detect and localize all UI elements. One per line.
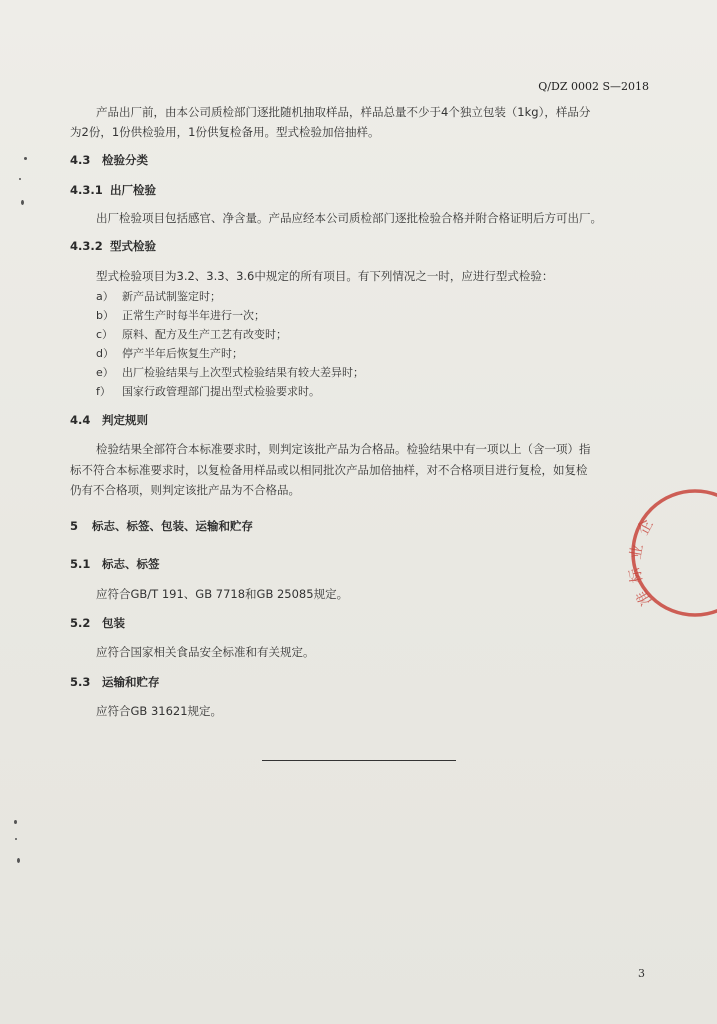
section-title: 出厂检验 <box>110 183 156 197</box>
svg-text:企: 企 <box>633 516 657 538</box>
section-5-1-heading <box>70 556 160 572</box>
section-number: 4.4 <box>70 413 91 427</box>
list-mark: c） <box>96 328 114 341</box>
section-5-3-heading <box>70 674 160 690</box>
list-mark: a） <box>96 290 114 303</box>
scan-speck <box>14 820 17 824</box>
intro-line-1: 产品出厂前，由本公司质检部门逐批随机抽取样品，样品总量不少于4个独立包装（1kg），样品分 <box>96 105 591 119</box>
section-4-4-line-3: 仍有不合格项，则判定该批产品为不合格品。 <box>70 483 300 497</box>
section-4-3-1-body: 出厂检验项目包括感官、净含量。产品应经本公司质检部门逐批检验合格并附合格证明后方可出厂。 <box>96 211 602 225</box>
list-mark: d） <box>96 347 114 360</box>
document-code: Q/DZ 0002 S—2018 <box>538 80 649 93</box>
section-number: 4.3 <box>70 153 91 167</box>
scan-speck <box>24 157 27 160</box>
section-number: 5.3 <box>70 675 91 689</box>
list-item <box>96 288 221 304</box>
scan-speck <box>19 178 21 180</box>
list-item <box>96 307 265 323</box>
list-text: 原料、配方及生产工艺有改变时； <box>122 328 287 341</box>
list-item <box>96 364 364 380</box>
section-title: 型式检验 <box>110 239 156 253</box>
svg-text:准: 准 <box>632 586 656 609</box>
list-text: 停产半年后恢复生产时； <box>122 347 243 360</box>
list-text: 正常生产时每半年进行一次； <box>122 309 265 322</box>
section-5-heading <box>70 518 253 534</box>
section-number: 4.3.1 <box>70 183 103 197</box>
list-mark: b） <box>96 309 114 322</box>
list-mark: e） <box>96 366 114 379</box>
section-number: 5 <box>70 519 79 533</box>
intro-line-2: 为2份，1份供检验用，1份供复检备用。型式检验加倍抽样。 <box>70 125 380 139</box>
page-number: 3 <box>638 967 645 980</box>
section-4-4-line-2: 标不符合本标准要求时，以复检备用样品或以相同批次产品加倍抽样，对不合格项目进行复检，如复检 <box>70 463 588 477</box>
list-mark: f） <box>96 385 111 398</box>
svg-text:业: 业 <box>626 542 647 561</box>
section-4-3-2-heading <box>70 238 156 254</box>
section-title: 标志、标签、包装、运输和贮存 <box>92 519 253 533</box>
scan-speck <box>21 200 24 205</box>
section-4-3-2-body: 型式检验项目为3.2、3.3、3.6中规定的所有项目。有下列情况之一时，应进行型式检验： <box>96 269 554 283</box>
list-text: 国家行政管理部门提出型式检验要求时。 <box>122 385 320 398</box>
section-number: 4.3.2 <box>70 239 103 253</box>
section-4-3-heading <box>70 152 148 168</box>
scan-speck <box>17 858 20 863</box>
list-item <box>96 326 287 342</box>
section-5-1-body: 应符合GB/T 191、GB 7718和GB 25085规定。 <box>96 587 349 601</box>
section-4-4-heading <box>70 412 148 428</box>
svg-text:标: 标 <box>625 566 646 585</box>
section-title: 标志、标签 <box>102 557 160 571</box>
section-title: 判定规则 <box>102 413 148 427</box>
scan-speck <box>15 838 17 840</box>
section-5-3-body: 应符合GB 31621规定。 <box>96 704 223 718</box>
section-title: 检验分类 <box>102 153 148 167</box>
list-item <box>96 383 320 399</box>
section-title: 运输和贮存 <box>102 675 160 689</box>
section-number: 5.2 <box>70 616 91 630</box>
company-stamp <box>620 478 717 628</box>
section-5-2-body: 应符合国家相关食品安全标准和有关规定。 <box>96 645 315 659</box>
list-item <box>96 345 243 361</box>
section-4-4-line-1: 检验结果全部符合本标准要求时，则判定该批产品为合格品。检验结果中有一项以上（含一项）指 <box>96 442 591 456</box>
list-text: 出厂检验结果与上次型式检验结果有较大差异时； <box>122 366 364 379</box>
end-of-document-rule <box>262 760 456 761</box>
section-number: 5.1 <box>70 557 91 571</box>
list-text: 新产品试制鉴定时； <box>122 290 221 303</box>
section-title: 包装 <box>102 616 125 630</box>
section-4-3-1-heading <box>70 182 156 198</box>
section-5-2-heading <box>70 615 125 631</box>
